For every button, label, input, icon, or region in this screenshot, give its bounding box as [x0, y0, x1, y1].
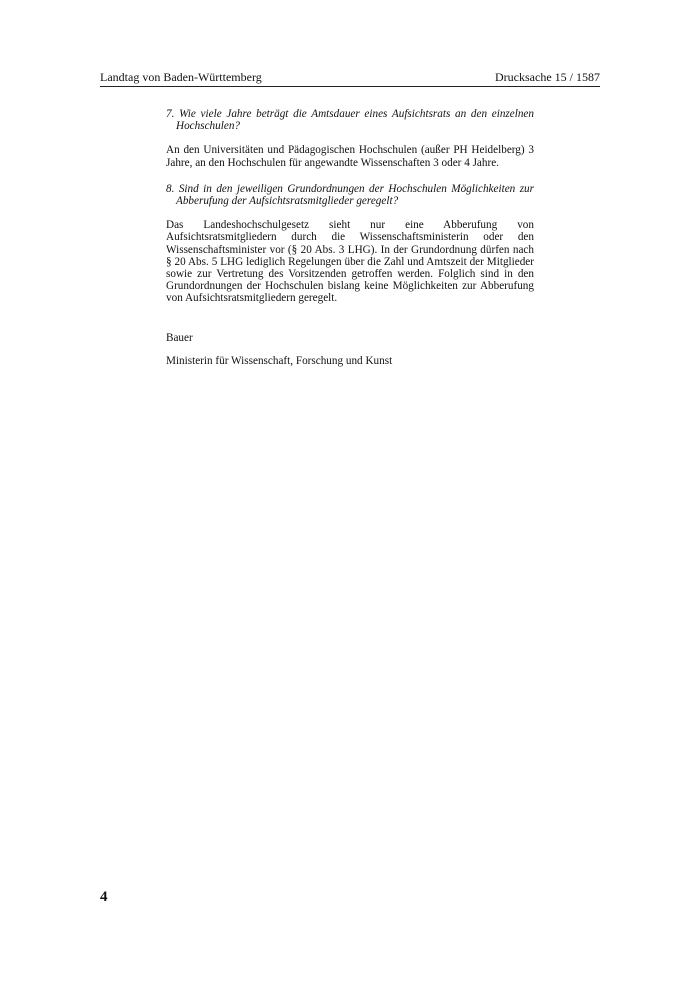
answer-7: An den Universitäten und Pädagogischen Hochschulen (außer PH Heidelberg) 3 Jahre, an den Hochschulen für angewandte Wissenschaften 3 oder 4 Jahre.: [166, 144, 534, 169]
signatory-title: Ministerin für Wissenschaft, Forschung und Kunst: [166, 354, 393, 367]
question-8: 8. Sind in den jeweiligen Grundordnungen der Hochschulen Möglichkeiten zur Abberufung der Aufsichtsratsmitglieder geregelt?: [166, 182, 534, 208]
header-document-number: Drucksache 15 / 1587: [495, 70, 600, 84]
document-body: [166, 108, 534, 367]
answer-8: Das Landeshochschulgesetz sieht nur eine Abberufung von Aufsichtsratsmitgliedern durch die Wissenschaftsministerin oder den Wissenschaftsminister vor (§ 20 Abs. 3 LHG). In der Grundordnung dürfen nach § 20 Abs. 5 LHG lediglich Regelungen über die Zahl und Amtszeit der Mitglieder sowie zur Vertretung des Vorsitzenden getroffen werden. Folglich sind in den Grundordnungen der Hochschulen bislang keine Möglichkeiten zur Abberufung von Aufsichtsratsmitgliedern geregelt.: [166, 219, 534, 305]
page-number: 4: [100, 889, 108, 905]
header-parliament-name: Landtag von Baden-Württemberg: [100, 70, 262, 84]
signatory-name: Bauer: [166, 331, 193, 344]
page-header: [100, 68, 600, 87]
question-7: 7. Wie viele Jahre beträgt die Amtsdauer eines Aufsichtsrats an den einzelnen Hochschulen?: [166, 108, 534, 133]
